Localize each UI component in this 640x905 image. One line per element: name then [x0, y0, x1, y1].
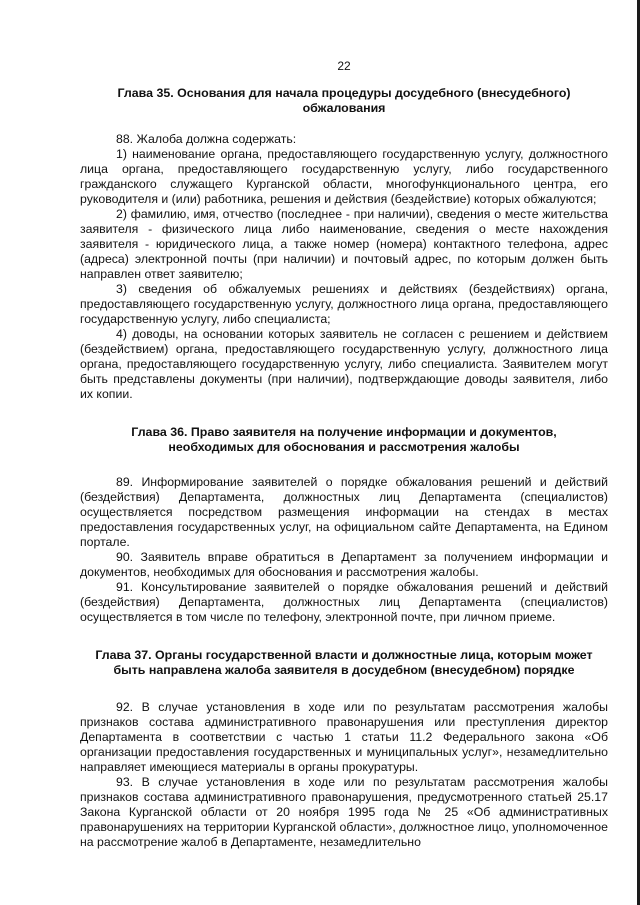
chapter-35-title-line2: обжалования	[302, 101, 386, 115]
chapter-36-body	[80, 475, 608, 625]
chapter-35-title	[80, 86, 608, 116]
chapter-37-title-line2: быть направлена жалоба заявителя в досудебном (внесудебном) порядке	[113, 663, 575, 677]
paragraph-92: 92. В случае установления в ходе или по результатам рассмотрения жалобы признаков состава административного правонарушения или преступления директор Департамента в соответствии с частью 1 статьи 11.2 Федерального закона «Об организации предоставления государственных и муниципальных услуг», незамедлительно направляет имеющиеся материалы в органы прокуратуры.	[80, 700, 608, 774]
chapter-35-title-line1: Глава 35. Основания для начала процедуры досудебного (внесудебного)	[117, 86, 571, 100]
chapter-36-title-line1: Глава 36. Право заявителя на получение информации и документов,	[131, 425, 557, 439]
paragraph-89: 89. Информирование заявителей о порядке обжалования решений и действий (бездействия) Департамента, должностных лиц Департамента (специалистов) осуществляется посредством размещения информации на стендах в местах предоставления государственных услуг, на официальном сайте Департамента, на Едином портале.	[80, 475, 608, 549]
paragraph-88-item-1: 1) наименование органа, предоставляющего государственную услугу, должностного лица органа, предоставляющего государственную услугу, либо государственного гражданского служащего Курганской области, многофункционального центра, его руководителя и (или) работника, решения и действия (бездействие) которых обжалуются;	[80, 147, 608, 206]
paragraph-93: 93. В случае установления в ходе или по результатам рассмотрения жалобы признаков состава административного правонарушения, предусмотренного статьей 25.17 Закона Курганской области от 20 ноября 1995 года № 25 «Об административных правонарушениях на территории Курганской области», должностное лицо, уполномоченное на рассмотрение жалоб в Департаменте, незамедлительно	[80, 775, 608, 849]
paragraph-88-item-3: 3) сведения об обжалуемых решениях и действиях (бездействиях) органа, предоставляющего государственную услугу, должностного лица органа, предоставляющего государственную услугу, либо специалиста;	[80, 282, 608, 326]
chapter-35-body	[80, 132, 608, 402]
page-content	[80, 0, 608, 850]
chapter-37-title	[80, 648, 608, 678]
chapter-37-body	[80, 700, 608, 850]
chapter-36	[80, 425, 608, 625]
chapter-35	[80, 86, 608, 402]
paragraph-91: 91. Консультирование заявителей о порядке обжалования решений и действий (бездействия) Департамента, должностных лиц Департамента (специалистов) осуществляется в том числе по телефону, электронной почте, при личном приеме.	[80, 580, 608, 624]
page-number: 22	[337, 59, 351, 73]
paragraph-88-item-4: 4) доводы, на основании которых заявитель не согласен с решением и действием (бездействием) органа, предоставляющего государственную услугу, должностного лица органа, предоставляющего государственную услугу, либо специалиста. Заявителем могут быть представлены документы (при наличии), подтверждающие доводы заявителя, либо их копии.	[80, 327, 608, 401]
paragraph-90: 90. Заявитель вправе обратиться в Департамент за получением информации и документов, необходимых для обоснования и рассмотрения жалобы.	[80, 550, 608, 579]
paragraph-88-item-2: 2) фамилию, имя, отчество (последнее - при наличии), сведения о месте жительства заявителя - физического лица либо наименование, сведения о месте нахождения заявителя - юридического лица, а также номер (номера) контактного телефона, адрес (адреса) электронной почты (при наличии) и почтовый адрес, по которым должен быть направлен ответ заявителю;	[80, 207, 608, 281]
chapter-36-title	[80, 425, 608, 455]
paragraph-88: 88. Жалоба должна содержать:	[116, 132, 297, 146]
chapter-36-title-line2: необходимых для обоснования и рассмотрения жалобы	[168, 440, 520, 454]
chapter-37	[80, 648, 608, 850]
chapter-37-title-line1: Глава 37. Органы государственной власти и должностные лица, которым может	[95, 648, 593, 662]
